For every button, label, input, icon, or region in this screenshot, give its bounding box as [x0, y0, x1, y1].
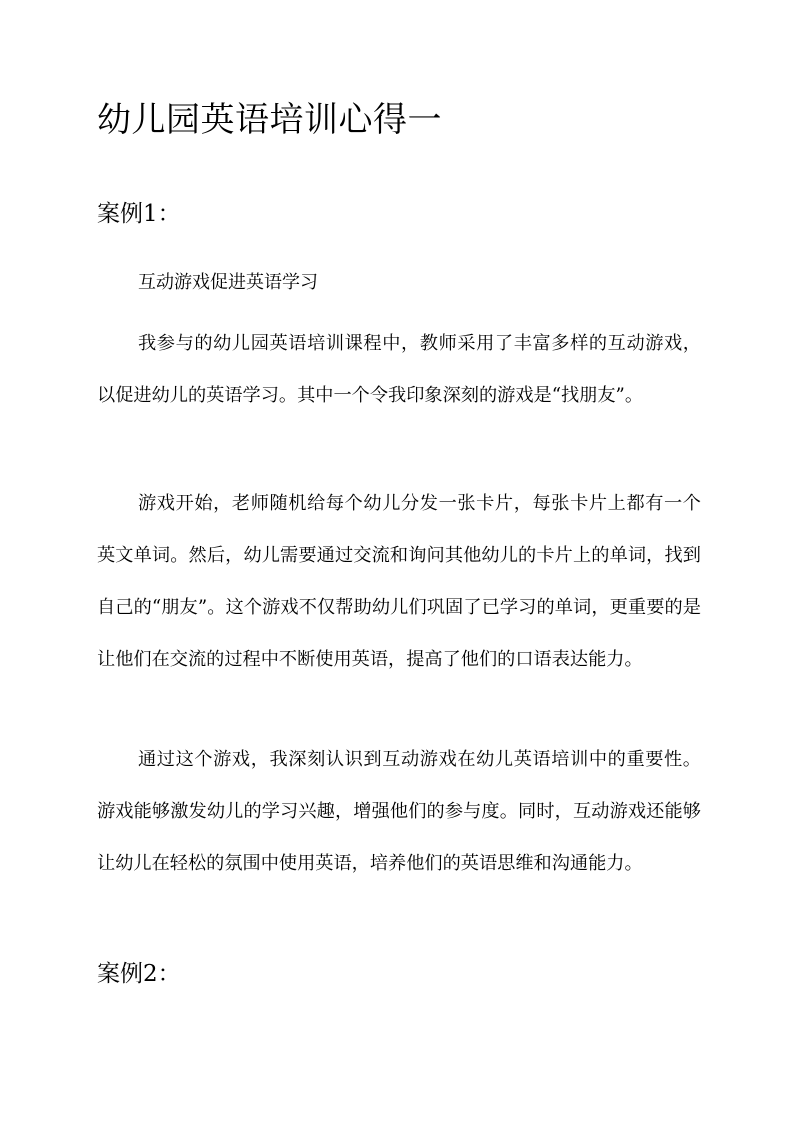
case-1-paragraph-3: 通过这个游戏，我深刻认识到互动游戏在幼儿英语培训中的重要性。游戏能够激发幼儿的学习兴趣，增强他们的参与度。同时，互动游戏还能够让幼儿在轻松的氛围中使用英语，培养他们的英语思维和沟通能力。 [97, 749, 701, 874]
case-1-paragraph-1: 我参与的幼儿园英语培训课程中，教师采用了丰富多样的互动游戏，以促进幼儿的英语学习。其中一个令我印象深刻的游戏是“找朋友”。 [97, 333, 701, 406]
case-1-subtitle: 互动游戏促进英语学习 [138, 272, 318, 293]
case-1-heading: 案例1： [97, 201, 181, 227]
case-1-paragraph-2: 游戏开始，老师随机给每个幼儿分发一张卡片，每张卡片上都有一个英文单词。然后，幼儿需要通过交流和询问其他幼儿的卡片上的单词，找到自己的“朋友”。这个游戏不仅帮助幼儿们巩固了已学习的单词，更重要的是让他们在交流的过程中不断使用英语，提高了他们的口语表达能力。 [97, 493, 701, 670]
case-2-heading: 案例2： [97, 961, 181, 987]
document-title: 幼儿园英语培训心得一 [97, 100, 442, 140]
